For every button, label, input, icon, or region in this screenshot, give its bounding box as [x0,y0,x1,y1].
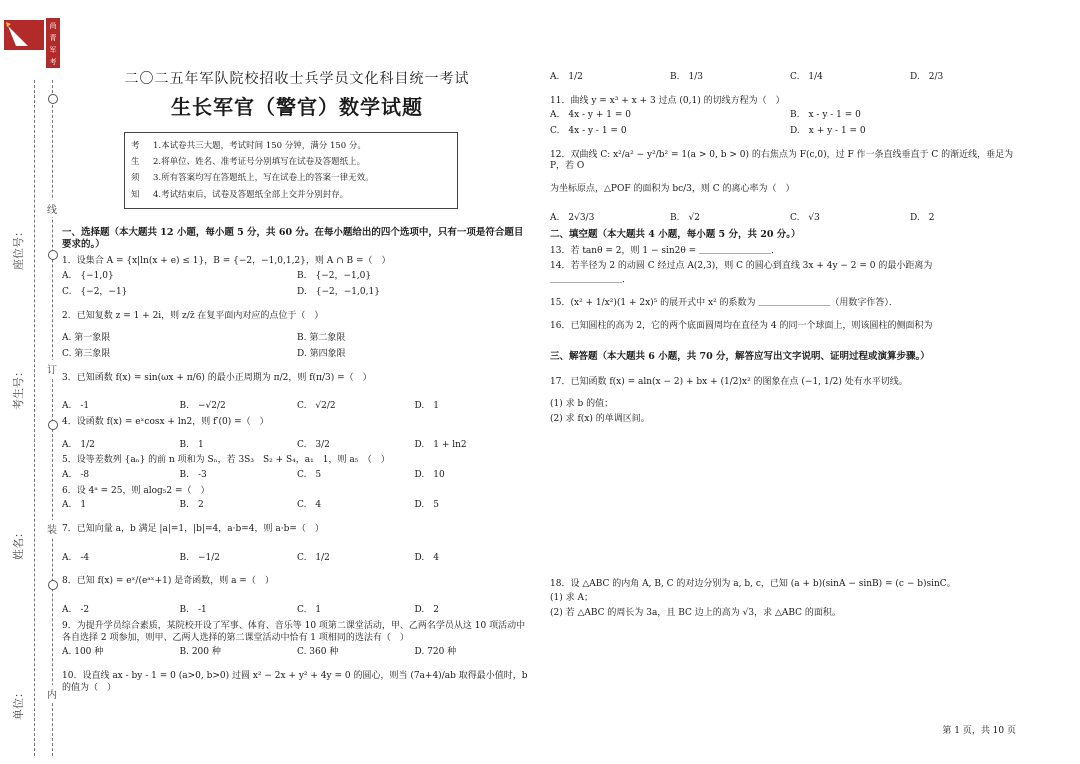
question-3-options [62,401,532,413]
right-column [550,72,1030,623]
notice-key: 须 [131,173,140,184]
question-2-options [62,349,532,361]
notice-key: 生 [131,157,140,168]
name-label: 姓名： [12,527,25,560]
question-7: 7．已知向量 a，b 满足 |a|=1，|b|=4，a·b=4，则 a·b=（ ） [62,524,324,535]
question-4: 4．设函数 f(x) = eˣcosx + ln2，则 f′(0) =（ ） [62,416,269,427]
cut-mark: 内 [47,685,57,702]
logo-char-1: 尚 [49,22,57,30]
question-17-part: (2) 求 f(x) 的单调区间。 [550,414,650,424]
candidate-number-label: 考生号： [12,366,25,410]
option: A. {−1,0} [62,271,114,282]
cut-mark: 订 [47,360,57,377]
section-2-heading: 二、填空题（本大题共 4 小题，每小题 5 分，共 20 分。） [550,228,801,240]
question-17: 17．已知函数 f(x) = aln(x − 2) + bx + (1/2)x² 的图象在点 (−1, 1/2) 处有水平切线。 [550,376,908,387]
notice-key: 考 [131,141,140,152]
option: C. √2/2 [297,401,336,412]
notice-row [131,154,451,170]
option: C. 4x - y - 1 = 0 [550,126,627,137]
question-10: 10．设直线 ax - by - 1 = 0 (a>0, b>0) 过圆 x² − 2x + y² + 4y = 0 的圆心，则当 (7a+4)/ab 取得最小值时，b 的值为（ ） [62,670,528,693]
notice-row [131,138,451,154]
cut-mark: 线 [47,200,57,217]
question-18-part: (2) 若 △ABC 的周长为 3a，且 BC 边上的高为 √3，求 △ABC 的面积。 [550,608,841,619]
option: A. -4 [62,552,90,563]
option: C. 1 [297,605,322,616]
option: A. 1/2 [550,72,583,82]
binding-hole [48,580,58,590]
notice-row [131,187,451,203]
option: A. 100 种 [62,647,104,658]
option: A. 第一象限 [62,333,111,344]
question-14: 14．若半径为 2 的动圆 C 经过点 A(2,3)，则 C 的圆心到直线 3x + 4y − 2 = 0 的最小距离为 [550,260,933,271]
question-6: 6．设 4ᵃ = 25，则 alog₅2 =（ ） [62,485,210,496]
question-13: 13．若 tanθ = 2，则 1 − sin2θ = ＿＿＿＿＿＿＿＿． [550,245,781,256]
notice-key: 知 [131,189,140,200]
section-3-heading: 三、解答题（本大题共 6 小题，共 70 分，解答应写出文字说明、证明过程或演算步骤。） [550,351,930,363]
question-15: 15．(x² + 1/x²)(1 + 2x)⁵ 的展开式中 x² 的系数为 ＿＿＿＿＿＿＿＿（用数字作答）． [550,297,898,308]
seat-number-label: 座位号： [12,226,25,270]
question-1: 1．设集合 A = {x|ln(x + e) ≤ 1}，B = {−2，−1,0,1,2}，则 A ∩ B =（ ） [62,256,391,267]
option: D. x + y - 1 = 0 [790,126,866,137]
question-8: 8．已知 f(x) = eˣ/(eᵃˣ+1) 是奇函数，则 a =（ ） [62,576,274,587]
cut-mark: 装 [47,520,57,537]
notice-text: 2.将单位、姓名、准考证号分别填写在试卷及答题纸上。 [153,157,366,168]
option: C. {−2，−1} [62,286,128,297]
option: B. x - y - 1 = 0 [790,110,861,121]
option: A. 1 [62,500,87,511]
question-11: 11．曲线 y = x³ + x + 3 过点 (0,1) 的切线方程为（ ） [550,95,785,106]
option: C. 360 种 [297,647,339,658]
option: B. -3 [179,470,207,480]
option: C. 1/4 [790,72,823,82]
option: D. 1 [414,401,439,412]
option: C. 4 [297,500,322,511]
question-2: 2．已知复数 z = 1 + 2i，则 z/z̄ 在复平面内对应的点位于（ ） [62,310,324,321]
question-3: 3．已知函数 f(x) = sin(ωx + π/6) 的最小正周期为 π/2，则 f(π/3) =（ ） [62,372,372,383]
question-14-blank: ＿＿＿＿＿＿＿＿． [550,275,632,286]
option: B. 200 种 [179,647,221,658]
notice-row [131,170,451,186]
question-6-options [62,500,532,512]
notice-text: 3.所有答案均写在答题纸上，写在试卷上的答案一律无效。 [153,173,374,184]
option: B. -1 [179,605,207,616]
exam-subtitle: 生长军官（警官）数学试题 [171,95,423,120]
logo-char-2: 青 [49,34,57,42]
option: D. 5 [414,500,439,511]
option: C. 第三象限 [62,348,111,359]
question-1-options [62,271,532,283]
question-10-options [550,72,1030,84]
option: B. √2 [670,212,700,223]
page-number: 第 1 页，共 10 页 [942,726,1016,736]
binding-hole [48,250,58,260]
option: D. {−2，−1,0,1} [297,286,380,297]
option: A. -8 [62,470,90,480]
option: B. −√2/2 [179,401,226,412]
binding-hole [48,420,58,430]
option: A. 4x - y + 1 = 0 [550,110,631,121]
question-4-options [62,440,532,452]
option: B. {−2，−1,0} [297,271,372,282]
notice-box [124,132,458,209]
option: D. 720 种 [414,647,457,658]
exam-title: 二〇二五年军队院校招收士兵学员文化科目统一考试 [124,71,470,87]
option: D. 4 [414,552,439,563]
option: A. 1/2 [62,439,95,450]
option: D. 10 [414,470,445,480]
question-12-options [550,213,1030,225]
binding-line-inner [34,80,35,756]
binding-hole [48,94,58,104]
option: B. 第二象限 [297,333,346,344]
notice-text: 4.考试结束后，试卷及答题纸全部上交并分别封存。 [153,189,349,200]
question-7-options [62,553,532,565]
option: D. 第四象限 [297,348,346,359]
question-18: 18．设 △ABC 的内角 A, B, C 的对边分别为 a, b, c，已知 (a + b)(sinA − sinB) = (c − b)sinC。 [550,578,956,589]
option: D. 2 [910,212,935,223]
option: B. 1 [179,439,204,450]
notice-text: 1.本试卷共三大题，考试时间 150 分钟，满分 150 分。 [153,141,366,152]
question-9-options [62,647,532,659]
binding-line-outer [52,80,53,756]
question-5-options [62,470,532,482]
option: D. 2/3 [910,72,944,82]
option: D. 2 [414,605,439,616]
question-8-options [62,605,532,617]
question-18-part: (1) 求 A； [550,593,593,604]
option: A. 2√3/3 [550,212,595,223]
question-12-continued: 为坐标原点，△POF 的面积为 bc/3，则 C 的离心率为（ ） [550,184,795,195]
question-9: 9．为提升学员综合素质，某院校开设了军事、体育、音乐等 10 项第二课堂活动，甲、乙两名学员从这 10 项活动中各自选择 2 项参加，则甲、乙两人选择的第二课堂活动中恰有 1 项相同的选法有（ ） [62,620,526,643]
question-2-options [62,333,532,345]
option: C. 3/2 [297,439,330,450]
question-11-options [550,110,1030,122]
logo-char-3: 军 [49,46,57,54]
flag-logo-icon [2,14,64,70]
question-5: 5．设等差数列 {aₙ} 的前 n 项和为 Sₙ，若 3S₃ S₂ + S₄，a₁ 1，则 a₅ （ ） [62,455,390,466]
question-1-options [62,287,532,299]
unit-label: 单位： [12,687,25,720]
option: A. -2 [62,605,90,616]
option: B. −1/2 [179,552,221,563]
option: C. √3 [790,212,820,223]
option: C. 5 [297,470,322,480]
question-16: 16．已知圆柱的高为 2，它的两个底面圆周均在直径为 4 的同一个球面上，则该圆柱的侧面积为 [550,320,933,331]
section-1-heading: 一、选择题（本大题共 12 小题，每小题 5 分，共 60 分。在每小题给出的四个选项中，只有一项是符合题目要求的。） [62,226,524,251]
option: A. -1 [62,401,90,412]
question-17-part: (1) 求 b 的值； [550,399,614,410]
left-column [62,70,532,697]
question-12: 12．双曲线 C: x²/a² − y²/b² = 1(a > 0, b > 0) 的右焦点为 F(c,0)，过 F 作一条直线垂直于 C 的渐近线，垂足为 P，若 O [550,149,1014,172]
question-11-options [550,126,1030,138]
option: C. 1/2 [297,552,330,563]
binding-margin [8,80,66,760]
option: B. 1/3 [670,72,703,82]
option: B. 2 [179,500,204,511]
option: D. 1 + ln2 [414,439,467,450]
logo-char-4: 考 [49,58,57,66]
